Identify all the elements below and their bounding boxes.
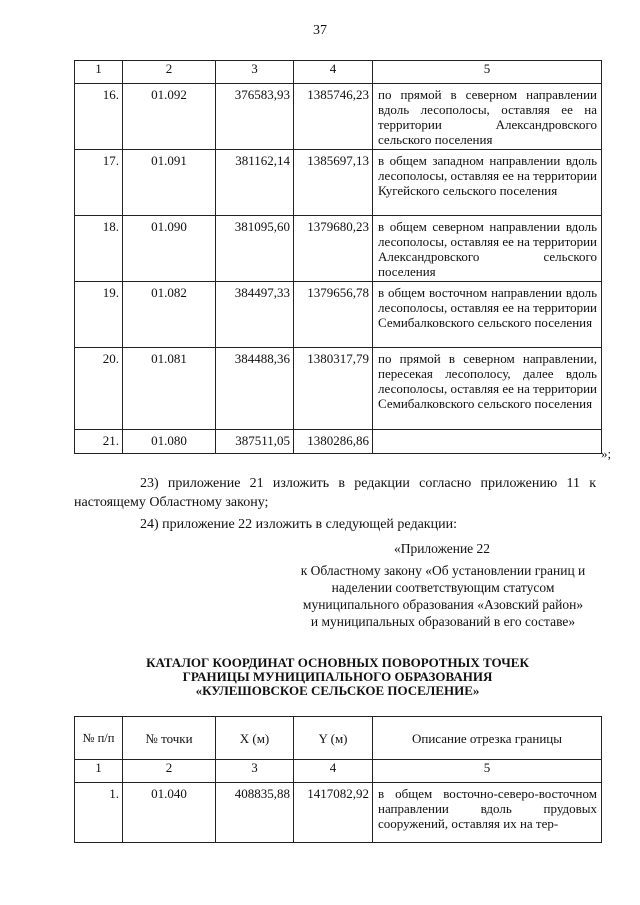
x-coordinate: 381095,60	[216, 216, 294, 282]
x-coordinate: 408835,88	[216, 783, 294, 843]
y-coordinate: 1385746,23	[294, 84, 373, 150]
segment-description: в общем восточном направлении вдоль лесополосы, оставляя ее на территории Семибалковского сельского поселения	[373, 282, 602, 348]
point-number: 01.091	[123, 150, 216, 216]
column-number: 4	[294, 61, 373, 84]
catalog-title	[74, 656, 601, 698]
column-number: 1	[75, 760, 123, 783]
point-number: 01.081	[123, 348, 216, 430]
row-number: 1.	[75, 783, 123, 843]
x-coordinate: 384488,36	[216, 348, 294, 430]
column-number: 5	[373, 61, 602, 84]
catalog-title-line: «КУЛЕШОВСКОЕ СЕЛЬСКОЕ ПОСЕЛЕНИЕ»	[195, 683, 480, 698]
page-number: 37	[313, 23, 327, 38]
table-row	[75, 216, 602, 282]
y-coordinate: 1380317,79	[294, 348, 373, 430]
appendix-reference: к Областному закону «Об установлении границ и наделении соответствующим статусом муниципального образования «Азовский район» и муниципальных образований в его составе»	[300, 563, 586, 629]
amendment-paragraph-23: 23) приложение 21 изложить в редакции согласно приложению 11 к настоящему Областному закону;	[74, 476, 596, 510]
catalog-title-line: КАТАЛОГ КООРДИНАТ ОСНОВНЫХ ПОВОРОТНЫХ ТОЧЕК	[146, 655, 529, 670]
column-number: 5	[373, 760, 602, 783]
point-number: 01.040	[123, 783, 216, 843]
y-coordinate: 1379656,78	[294, 282, 373, 348]
x-coordinate: 381162,14	[216, 150, 294, 216]
column-header-y: Y (м)	[294, 717, 373, 760]
table-row	[75, 430, 602, 454]
column-numbering-row	[75, 760, 602, 783]
column-number: 2	[123, 760, 216, 783]
column-header-row-number: № п/п	[75, 717, 123, 760]
appendix-title: «Приложение 22	[393, 541, 491, 556]
segment-description: по прямой в северном направлении, пересекая лесополосу, далее вдоль лесополосы, оставляя ее на территории Семибалковского сельского поселения	[373, 348, 602, 430]
table-row	[75, 150, 602, 216]
row-number: 16.	[75, 84, 123, 150]
segment-description: в общем северном направлении вдоль лесополосы, оставляя ее на территории Александровского сельского поселения	[373, 216, 602, 282]
y-coordinate: 1417082,92	[294, 783, 373, 843]
segment-description	[373, 430, 602, 454]
y-coordinate: 1380286,86	[294, 430, 373, 454]
x-coordinate: 384497,33	[216, 282, 294, 348]
column-number: 3	[216, 61, 294, 84]
table-row	[75, 282, 602, 348]
catalog-title-line: ГРАНИЦЫ МУНИЦИПАЛЬНОГО ОБРАЗОВАНИЯ	[182, 669, 493, 684]
y-coordinate: 1379680,23	[294, 216, 373, 282]
amendment-paragraph-24: 24) приложение 22 изложить в следующей редакции:	[140, 517, 457, 532]
column-header-row	[75, 717, 602, 760]
segment-description: в общем восточно-северо-восточном направлении вдоль прудовых сооружений, оставляя их на тер-	[373, 783, 602, 843]
segment-description: по прямой в северном направлении вдоль лесополосы, оставляя ее на территории Александровского сельского поселения	[373, 84, 602, 150]
segment-description: в общем западном направлении вдоль лесополосы, оставляя ее на территории Кугейского сельского поселения	[373, 150, 602, 216]
coordinates-table-continued	[74, 60, 602, 454]
x-coordinate: 376583,93	[216, 84, 294, 150]
row-number: 19.	[75, 282, 123, 348]
point-number: 01.092	[123, 84, 216, 150]
coordinates-table-kuleshovskoe	[74, 716, 602, 843]
row-number: 18.	[75, 216, 123, 282]
column-header-description: Описание отрезка границы	[373, 717, 602, 760]
column-header-x: X (м)	[216, 717, 294, 760]
column-number: 3	[216, 760, 294, 783]
y-coordinate: 1385697,13	[294, 150, 373, 216]
row-number: 21.	[75, 430, 123, 454]
column-numbering-row	[75, 61, 602, 84]
column-number: 4	[294, 760, 373, 783]
closing-quote-mark: »;	[601, 446, 612, 461]
x-coordinate: 387511,05	[216, 430, 294, 454]
column-header-point: № точки	[123, 717, 216, 760]
point-number: 01.080	[123, 430, 216, 454]
column-number: 1	[75, 61, 123, 84]
table-row	[75, 348, 602, 430]
table-row	[75, 783, 602, 843]
column-number: 2	[123, 61, 216, 84]
row-number: 20.	[75, 348, 123, 430]
point-number: 01.090	[123, 216, 216, 282]
row-number: 17.	[75, 150, 123, 216]
point-number: 01.082	[123, 282, 216, 348]
table-row	[75, 84, 602, 150]
